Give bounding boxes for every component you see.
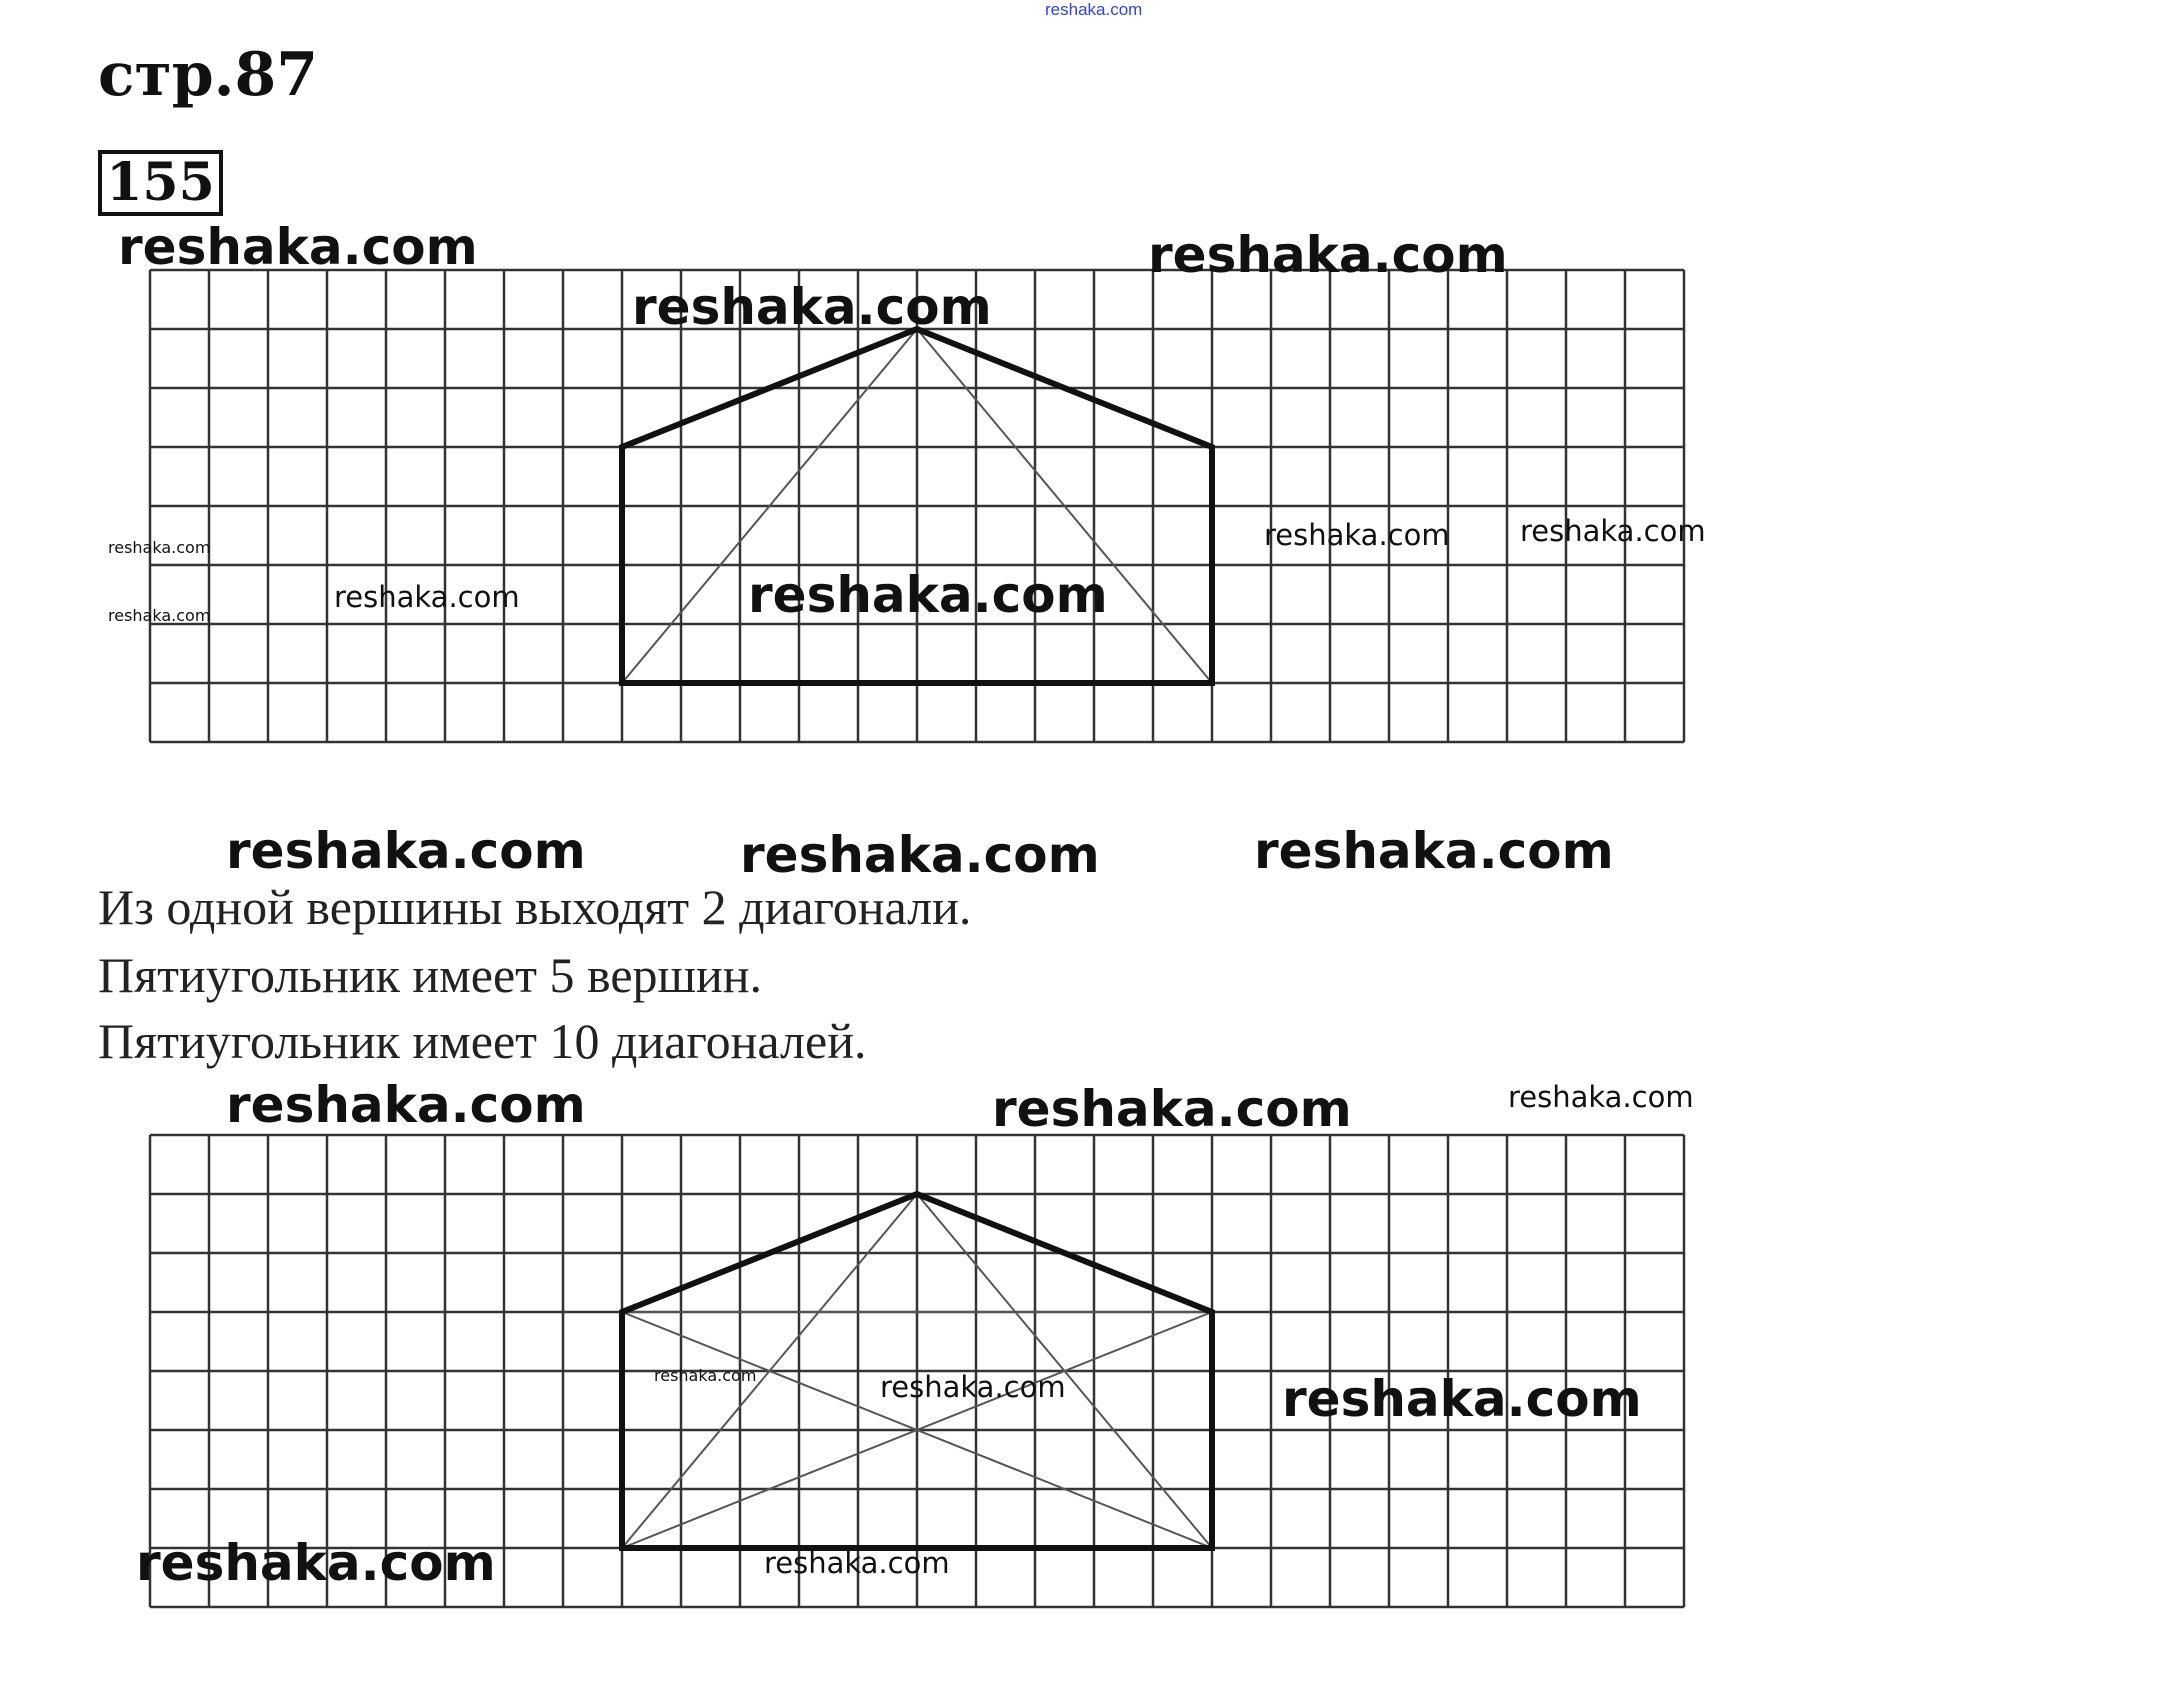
watermark: reshaka.com — [992, 1080, 1352, 1138]
watermark: reshaka.com — [226, 1076, 586, 1134]
watermark: reshaka.com — [1148, 226, 1508, 284]
answer-line-3: Пятиугольник имеет 10 диагоналей. — [98, 1013, 867, 1069]
grid-top — [150, 270, 1684, 742]
watermark: reshaka.com — [654, 1366, 757, 1385]
watermark: reshaka.com — [108, 538, 211, 557]
watermark: reshaka.com — [1282, 1370, 1642, 1428]
answer-line-1: Из одной вершины выходят 2 диагонали. — [98, 879, 972, 935]
page-reference: стр.87 — [98, 40, 319, 110]
watermark: reshaka.com — [632, 278, 992, 336]
watermark: reshaka.com — [740, 826, 1100, 884]
watermark: reshaka.com — [748, 566, 1108, 624]
watermark: reshaka.com — [1264, 518, 1450, 552]
task-number-box: 155 — [98, 150, 223, 216]
watermark: reshaka.com — [1254, 822, 1614, 880]
watermark: reshaka.com — [880, 1370, 1066, 1404]
watermark: reshaka.com — [1508, 1080, 1694, 1114]
watermark: reshaka.com — [1520, 514, 1706, 548]
watermark: reshaka.com — [118, 218, 478, 276]
watermark: reshaka.com — [108, 606, 211, 625]
source-watermark: reshaka.com — [1045, 0, 1143, 19]
answer-line-2: Пятиугольник имеет 5 вершин. — [98, 947, 763, 1003]
watermark: reshaka.com — [764, 1546, 950, 1580]
watermark: reshaka.com — [136, 1534, 496, 1592]
watermark: reshaka.com — [334, 580, 520, 614]
watermark: reshaka.com — [226, 822, 586, 880]
